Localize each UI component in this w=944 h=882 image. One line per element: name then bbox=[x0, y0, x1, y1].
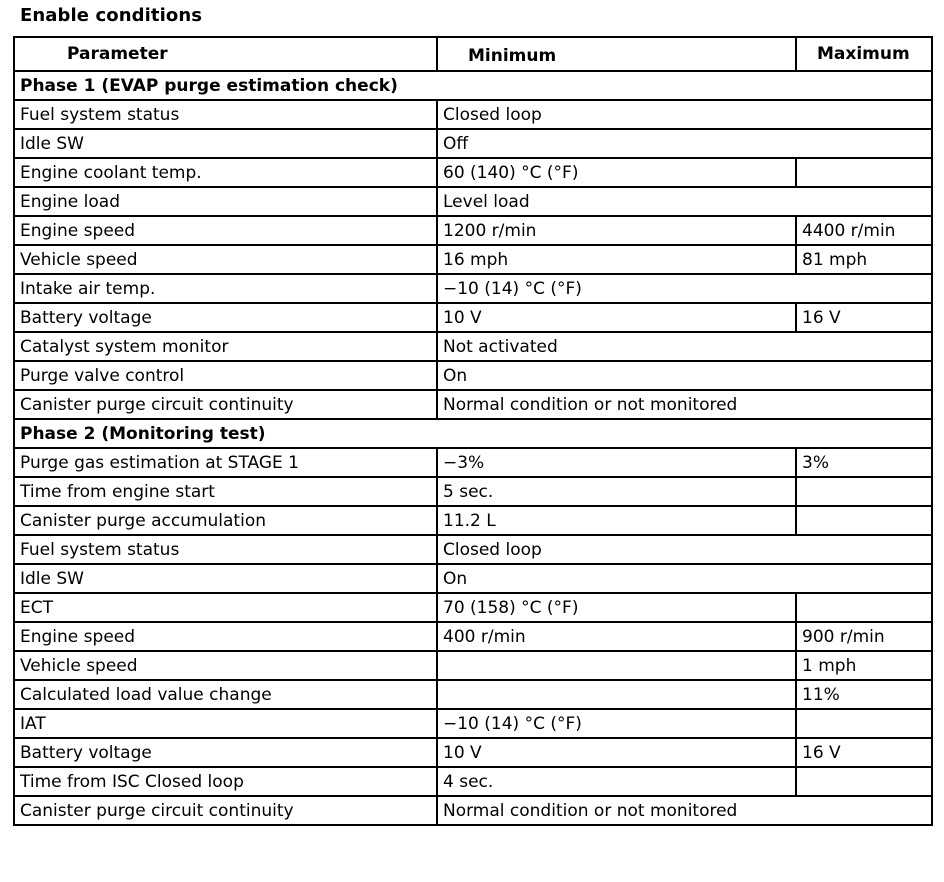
max-cell bbox=[796, 767, 932, 796]
max-cell bbox=[796, 506, 932, 535]
min-cell: Closed loop bbox=[437, 535, 932, 564]
min-cell: 4 sec. bbox=[437, 767, 796, 796]
table-row bbox=[14, 767, 932, 796]
max-cell: 16 V bbox=[796, 303, 932, 332]
phase1-label: Phase 1 (EVAP purge estimation check) bbox=[14, 71, 932, 100]
param-cell: Vehicle speed bbox=[14, 651, 437, 680]
min-cell: −10 (14) °C (°F) bbox=[437, 709, 796, 738]
min-cell: Off bbox=[437, 129, 932, 158]
table-row bbox=[14, 187, 932, 216]
table-row bbox=[14, 361, 932, 390]
table-row bbox=[14, 593, 932, 622]
table-row bbox=[14, 709, 932, 738]
param-cell: Intake air temp. bbox=[14, 274, 437, 303]
param-cell: Canister purge circuit continuity bbox=[14, 796, 437, 825]
min-cell: 70 (158) °C (°F) bbox=[437, 593, 796, 622]
param-cell: Time from engine start bbox=[14, 477, 437, 506]
table-row bbox=[14, 622, 932, 651]
table-row bbox=[14, 100, 932, 129]
param-cell: Engine coolant temp. bbox=[14, 158, 437, 187]
table-row bbox=[14, 303, 932, 332]
param-cell: Idle SW bbox=[14, 129, 437, 158]
min-cell: Normal condition or not monitored bbox=[437, 390, 932, 419]
table-row bbox=[14, 332, 932, 361]
param-cell: Battery voltage bbox=[14, 738, 437, 767]
min-cell: 5 sec. bbox=[437, 477, 796, 506]
max-cell bbox=[796, 593, 932, 622]
phase2-label: Phase 2 (Monitoring test) bbox=[14, 419, 932, 448]
param-cell: Fuel system status bbox=[14, 100, 437, 129]
min-cell: Not activated bbox=[437, 332, 932, 361]
min-cell: 11.2 L bbox=[437, 506, 796, 535]
table-row bbox=[14, 535, 932, 564]
param-cell: Canister purge accumulation bbox=[14, 506, 437, 535]
table-row bbox=[14, 651, 932, 680]
max-cell: 1 mph bbox=[796, 651, 932, 680]
table-row bbox=[14, 216, 932, 245]
min-cell: −10 (14) °C (°F) bbox=[437, 274, 932, 303]
max-cell: 3% bbox=[796, 448, 932, 477]
max-cell: 4400 r/min bbox=[796, 216, 932, 245]
table-row bbox=[14, 274, 932, 303]
param-cell: Vehicle speed bbox=[14, 245, 437, 274]
header-maximum: Maximum bbox=[796, 37, 932, 71]
max-cell bbox=[796, 158, 932, 187]
param-cell: ECT bbox=[14, 593, 437, 622]
table-row bbox=[14, 738, 932, 767]
table-row bbox=[14, 506, 932, 535]
param-cell: Engine speed bbox=[14, 622, 437, 651]
table-row bbox=[14, 796, 932, 825]
param-cell: Time from ISC Closed loop bbox=[14, 767, 437, 796]
min-cell bbox=[437, 651, 796, 680]
param-cell: Purge valve control bbox=[14, 361, 437, 390]
phase2-header-row bbox=[14, 419, 932, 448]
param-cell: Idle SW bbox=[14, 564, 437, 593]
min-cell: 10 V bbox=[437, 738, 796, 767]
table-row bbox=[14, 448, 932, 477]
table-row bbox=[14, 245, 932, 274]
min-cell: On bbox=[437, 564, 932, 593]
min-cell: 1200 r/min bbox=[437, 216, 796, 245]
min-cell bbox=[437, 680, 796, 709]
max-cell: 81 mph bbox=[796, 245, 932, 274]
table-row bbox=[14, 680, 932, 709]
param-cell: Calculated load value change bbox=[14, 680, 437, 709]
min-cell: −3% bbox=[437, 448, 796, 477]
param-cell: IAT bbox=[14, 709, 437, 738]
enable-conditions-table bbox=[13, 36, 933, 826]
max-cell: 900 r/min bbox=[796, 622, 932, 651]
min-cell: On bbox=[437, 361, 932, 390]
table-row bbox=[14, 129, 932, 158]
table-row bbox=[14, 390, 932, 419]
phase1-header-row bbox=[14, 71, 932, 100]
header-minimum: Minimum bbox=[437, 37, 796, 71]
param-cell: Battery voltage bbox=[14, 303, 437, 332]
min-cell: Closed loop bbox=[437, 100, 932, 129]
max-cell bbox=[796, 709, 932, 738]
header-parameter: Parameter bbox=[14, 37, 437, 71]
param-cell: Catalyst system monitor bbox=[14, 332, 437, 361]
table-row bbox=[14, 477, 932, 506]
param-cell: Purge gas estimation at STAGE 1 bbox=[14, 448, 437, 477]
max-cell: 11% bbox=[796, 680, 932, 709]
min-cell: Level load bbox=[437, 187, 932, 216]
param-cell: Engine load bbox=[14, 187, 437, 216]
param-cell: Canister purge circuit continuity bbox=[14, 390, 437, 419]
min-cell: 10 V bbox=[437, 303, 796, 332]
min-cell: 16 mph bbox=[437, 245, 796, 274]
min-cell: Normal condition or not monitored bbox=[437, 796, 932, 825]
page-title: Enable conditions bbox=[20, 5, 203, 26]
max-cell bbox=[796, 477, 932, 506]
header-row bbox=[14, 37, 932, 71]
param-cell: Fuel system status bbox=[14, 535, 437, 564]
min-cell: 400 r/min bbox=[437, 622, 796, 651]
max-cell: 16 V bbox=[796, 738, 932, 767]
table-row bbox=[14, 564, 932, 593]
table-row bbox=[14, 158, 932, 187]
min-cell: 60 (140) °C (°F) bbox=[437, 158, 796, 187]
param-cell: Engine speed bbox=[14, 216, 437, 245]
